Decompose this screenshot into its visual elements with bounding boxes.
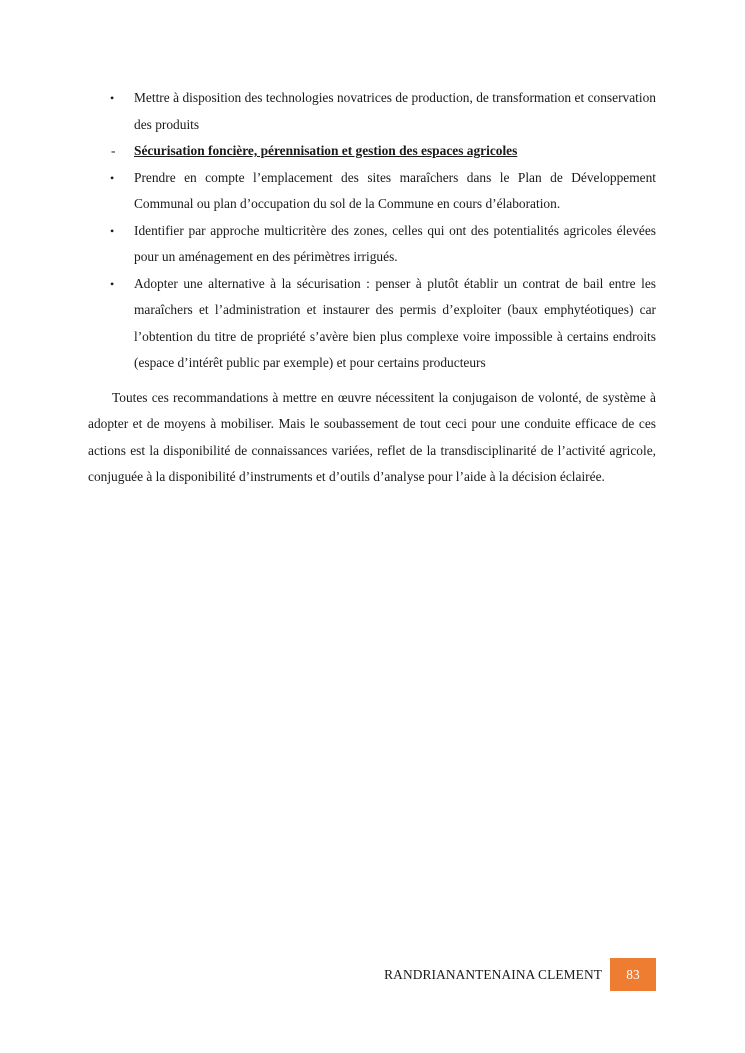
list-item <box>88 271 656 377</box>
page-footer <box>356 958 656 991</box>
page-number-badge: 83 <box>610 958 656 991</box>
list-item <box>88 85 656 138</box>
bullet-icon: • <box>110 223 115 238</box>
list-item <box>88 165 656 218</box>
bullet-list-top <box>88 85 656 138</box>
list-item <box>88 218 656 271</box>
bullet-icon: • <box>110 276 115 291</box>
list-item-text: Adopter une alternative à la sécurisation : penser à plutôt établir un contrat de bail entre les maraîchers et l’administration et instaurer des permis d’exploiter (baux emphytéotiques) car l’obtention du titre de propriété s’avère bien plus complexe voire impossible à certains endroits (espace d’intérêt public par exemple) et pour certains producteurs <box>134 275 656 370</box>
list-item-text: Identifier par approche multicritère des zones, celles qui ont des potentialités agricoles élevées pour un aménagement en des périmètres irrigués. <box>134 222 656 264</box>
body-paragraph: Toutes ces recommandations à mettre en œuvre nécessitent la conjugaison de volonté, de système à adopter et de moyens à mobiliser. Mais le soubassement de tout ceci pour une conduite efficace de ces actions est la disponibilité de connaissances variées, reflet de la transdisciplinarité de l’activité agricole, conjuguée à la disponibilité d’instruments et d’outils d’analyse pour l’aide à la décision éclairée. <box>88 389 656 484</box>
bullet-list-section <box>88 165 656 377</box>
section-heading <box>88 138 656 165</box>
footer-author: RANDRIANANTENAINA CLEMENT <box>384 966 602 982</box>
page-content <box>88 85 656 504</box>
section-heading-text: Sécurisation foncière, pérennisation et gestion des espaces agricoles <box>134 143 518 158</box>
bullet-icon: • <box>110 170 115 185</box>
dash-marker: - <box>111 143 116 158</box>
list-item-text: Mettre à disposition des technologies novatrices de production, de transformation et conservation des produits <box>134 90 656 132</box>
bullet-icon: • <box>110 91 115 105</box>
list-item-text: Prendre en compte l’emplacement des sites maraîchers dans le Plan de Développement Communal ou plan d’occupation du sol de la Commune en cours d’élaboration. <box>134 169 656 211</box>
